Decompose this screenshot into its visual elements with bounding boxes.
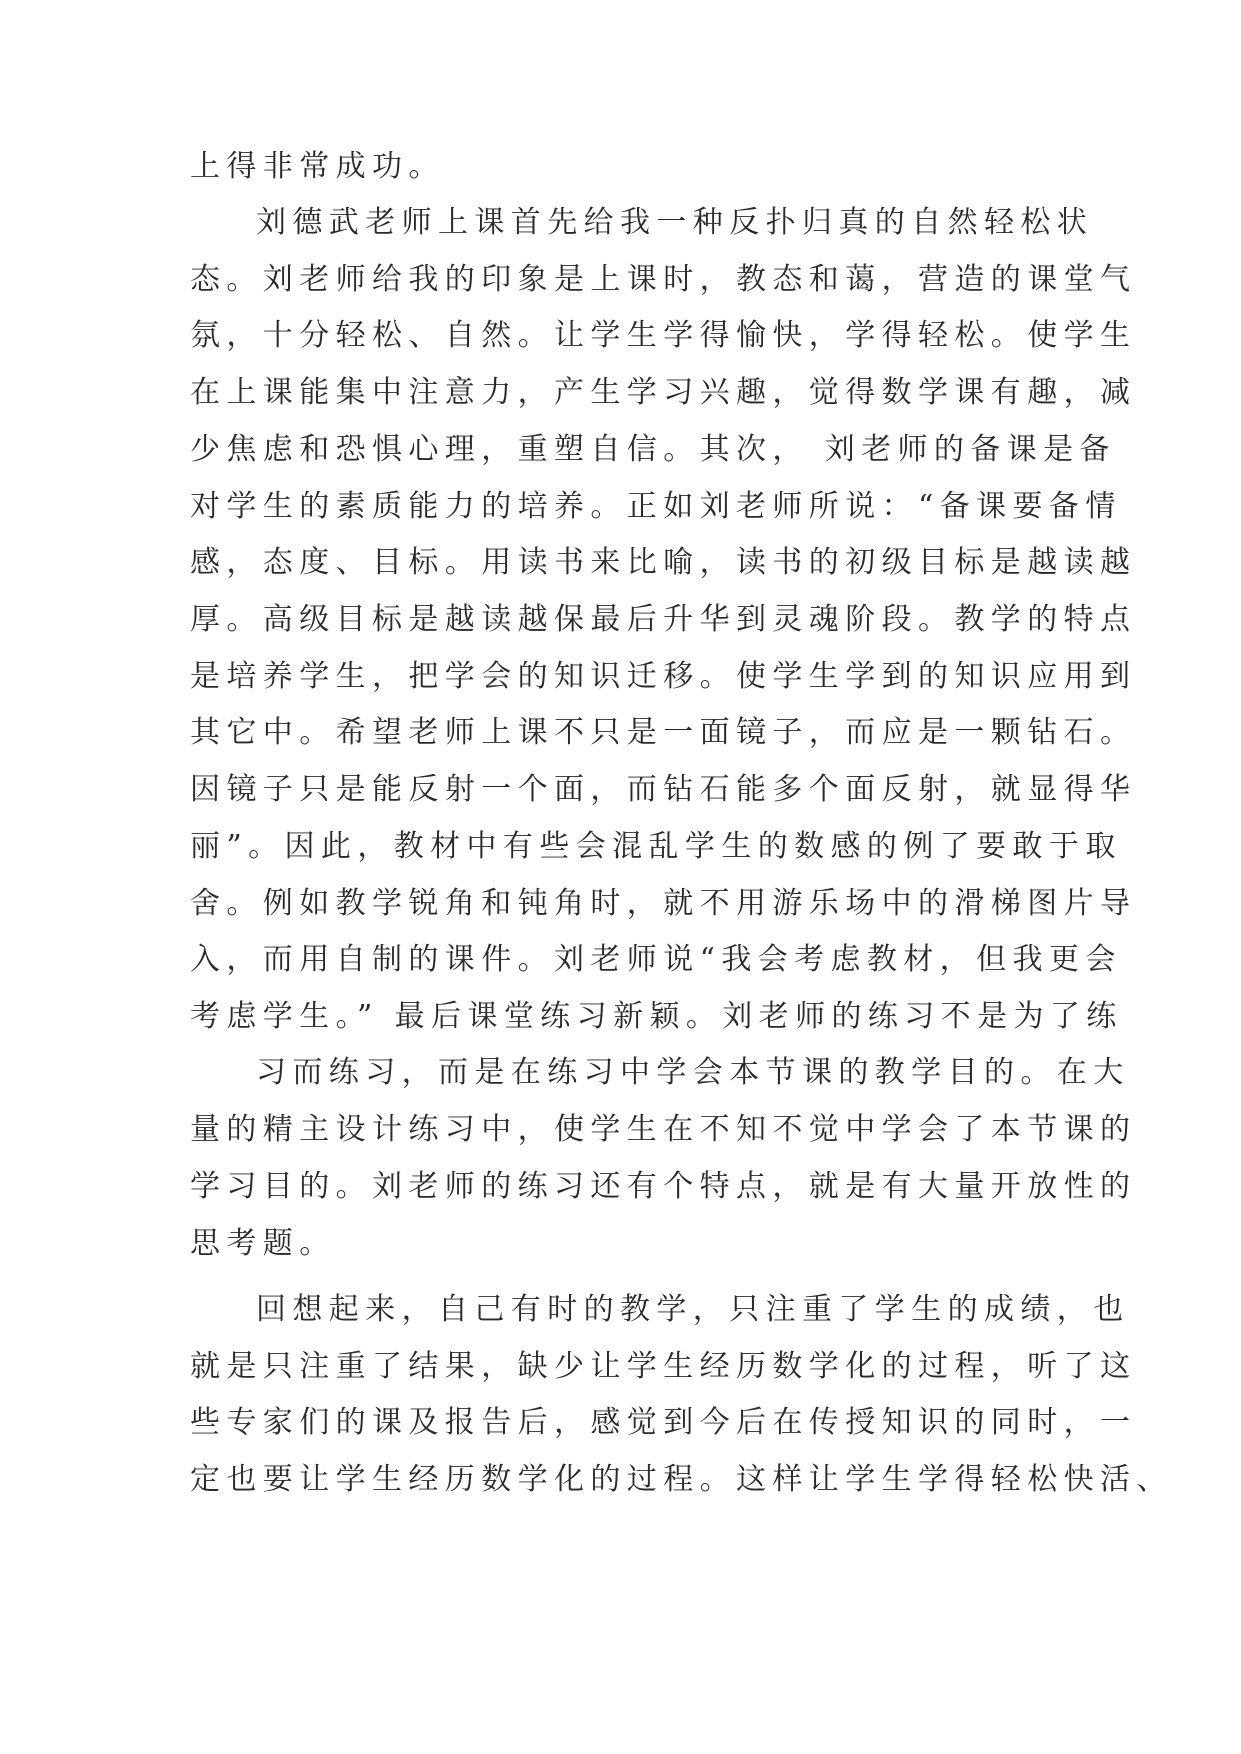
text-line-10: 是培养学生，把学会的知识迁移。使学生学到的知识应用到 [190,659,1137,694]
text-line-20: 思考题。 [190,1226,336,1261]
text-line-9: 厚。高级目标是越读越保最后升华到灵魂阶段。教学的特点 [190,602,1137,637]
text-line-19: 学习目的。刘老师的练习还有个特点，就是有大量开放性的 [190,1169,1137,1204]
text-line-14: 舍。例如教学锐角和钝角时，就不用游乐场中的滑梯图片导 [190,886,1137,921]
text-line-18: 量的精主设计练习中，使学生在不知不觉中学会了本节课的 [190,1112,1137,1147]
text-line-22: 就是只注重了结果，缺少让学生经历数学化的过程，听了这 [190,1349,1137,1384]
text-line-6: 少焦虑和恐惧心理，重塑自信。其次， 刘老师的备课是备 [190,432,1116,467]
text-line-5: 在上课能集中注意力，产生学习兴趣，觉得数学课有趣，减 [190,375,1137,410]
text-line-17: 习而练习，而是在练习中学会本节课的教学目的。在大 [256,1055,1130,1090]
text-line-15: 入，而用自制的课件。刘老师说“我会考虑教材，但我更会 [190,942,1122,977]
text-line-4: 氛，十分轻松、自然。让学生学得愉快，学得轻松。使学生 [190,318,1137,353]
text-line-23: 些专家们的课及报告后，感觉到今后在传授知识的同时，一 [190,1405,1137,1440]
text-line-13: 丽”。因此，教材中有些会混乱学生的数感的例了要敢于取 [190,829,1122,864]
text-line-11: 其它中。希望老师上课不只是一面镜子，而应是一颗钻石。 [190,715,1137,750]
text-line-16: 考虑学生。” 最后课堂练习新颖。刘老师的练习不是为了练 [190,999,1123,1034]
text-line-1: 上得非常成功。 [190,149,445,184]
text-line-2: 刘德武老师上课首先给我一种反扑归真的自然轻松状 [256,205,1094,240]
text-line-7: 对学生的素质能力的培养。正如刘老师所说：“备课要备情 [190,489,1122,524]
text-line-24: 定也要让学生经历数学化的过程。这样让学生学得轻松快活、 [190,1462,1173,1497]
text-line-12: 因镜子只是能反射一个面，而钻石能多个面反射，就显得华 [190,772,1137,807]
text-line-3: 态。刘老师给我的印象是上课时，教态和蔼，营造的课堂气 [190,262,1137,297]
text-line-8: 感，态度、目标。用读书来比喻，读书的初级目标是越读越 [190,545,1137,580]
text-line-21: 回想起来，自己有时的教学，只注重了学生的成绩，也 [256,1292,1130,1327]
